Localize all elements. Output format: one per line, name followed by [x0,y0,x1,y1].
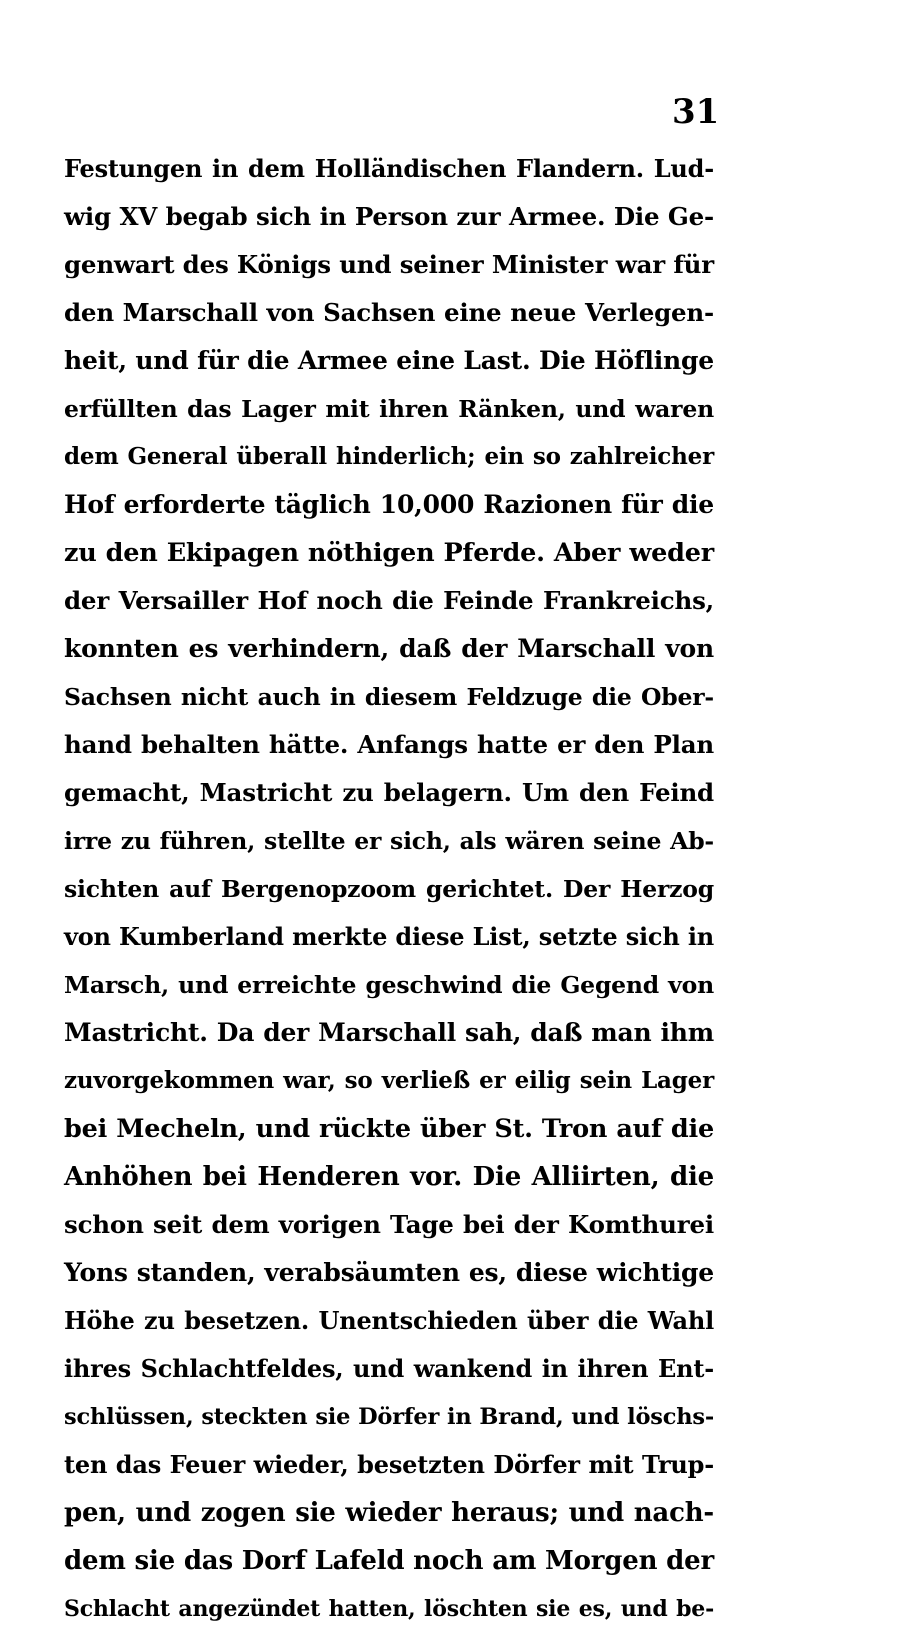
text-line: pen, und zogen sie wieder heraus; und nach- [64,1498,714,1528]
text-line: Höhe zu besetzen. Unentschieden über die Wahl [64,1306,714,1335]
body-text [64,145,714,1633]
page-number: 31 [672,92,720,132]
text-line: konnten es verhindern, daß der Marschall von [64,634,714,663]
text-line: schlüssen, steckten sie Dörfer in Brand, und löschs- [64,1404,714,1430]
text-line: Schlacht angezündet hatten, löschten sie es, und be- [64,1596,714,1622]
text-line: dem General überall hinderlich; ein so zahlreicher [64,443,714,470]
text-line: zuvorgekommen war, so verließ er eilig sein Lager [64,1067,714,1094]
text-line: von Kumberland merkte diese List, setzte sich in [64,922,714,951]
text-line: ten das Feuer wieder, besetzten Dörfer mit Trup- [64,1450,714,1479]
text-line: Marsch, und erreichte geschwind die Gegend von [64,971,714,999]
text-line: sichten auf Bergenopzoom gerichtet. Der Herzog [64,875,714,903]
text-line: Mastricht. Da der Marschall sah, daß man ihm [64,1018,714,1047]
text-line: Anhöhen bei Henderen vor. Die Alliirten, die [64,1162,714,1192]
text-line: Yons standen, verabsäumten es, diese wichtige [64,1258,714,1287]
text-line: zu den Ekipagen nöthigen Pferde. Aber weder [64,538,714,568]
text-line: Hof erforderte täglich 10,000 Razionen für die [64,490,714,519]
text-line: den Marschall von Sachsen eine neue Verlegen- [64,298,714,327]
text-line: der Versailler Hof noch die Feinde Frankreichs, [64,586,714,615]
text-line: schon seit dem vorigen Tage bei der Komthurei [64,1210,714,1239]
text-line: heit, und für die Armee eine Last. Die Höflinge [64,346,714,375]
text-line: Festungen in dem Holländischen Flandern. Lud- [64,154,714,183]
text-line: genwart des Königs und seiner Minister war für [64,250,714,279]
text-line: dem sie das Dorf Lafeld noch am Morgen der [64,1546,714,1576]
text-line: wig XV begab sich in Person zur Armee. Die Ge- [64,202,714,231]
text-line: Sachsen nicht auch in diesem Feldzuge die Ober- [64,683,714,711]
text-line: erfüllten das Lager mit ihren Ränken, und waren [64,395,714,423]
text-line: gemacht, Mastricht zu belagern. Um den Feind [64,778,714,807]
text-line: hand behalten hätte. Anfangs hatte er den Plan [64,730,714,759]
text-line: irre zu führen, stellte er sich, als wären seine Ab- [64,827,714,855]
text-line: ihres Schlachtfeldes, und wankend in ihren Ent- [64,1354,714,1383]
text-line: bei Mecheln, und rückte über St. Tron auf die [64,1114,714,1144]
